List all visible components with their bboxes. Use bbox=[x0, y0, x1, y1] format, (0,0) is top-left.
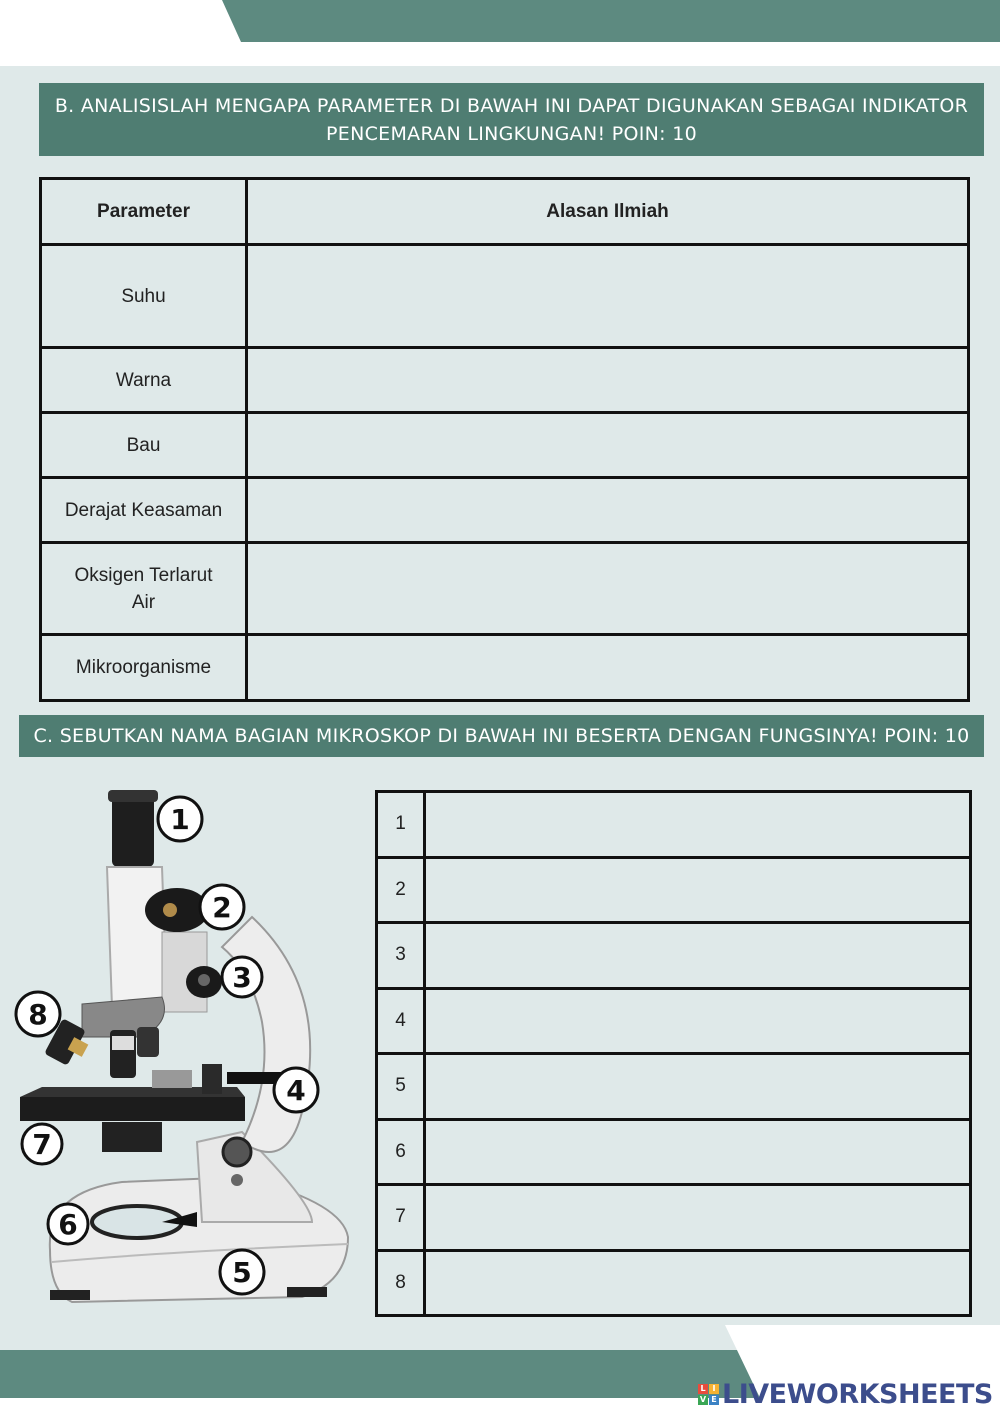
table-row bbox=[41, 413, 969, 478]
answer-input-cell[interactable] bbox=[247, 413, 969, 478]
part-number: 7 bbox=[377, 1185, 425, 1251]
part-number: 3 bbox=[377, 923, 425, 989]
part-answer-input[interactable] bbox=[425, 1054, 971, 1120]
table-row bbox=[41, 245, 969, 348]
table-row bbox=[377, 857, 971, 923]
label-2: 2 bbox=[212, 891, 232, 924]
part-number: 4 bbox=[377, 988, 425, 1054]
liveworksheets-mark-icon: L I V E bbox=[698, 1384, 719, 1405]
answer-input-cell[interactable] bbox=[247, 348, 969, 413]
section-b-title: B. ANALISISLAH MENGAPA PARAMETER DI BAWAH INI DAPAT DIGUNAKAN SEBAGAI INDIKATOR PENCEMARAN LINGKUNGAN! POIN: 10 bbox=[54, 94, 969, 145]
parameter-cell: Derajat Keasaman bbox=[41, 478, 247, 543]
microscope-parts-table bbox=[375, 790, 972, 1317]
answer-input-cell[interactable] bbox=[247, 635, 969, 701]
answer-input-cell[interactable] bbox=[247, 543, 969, 635]
label-8: 8 bbox=[28, 998, 48, 1031]
part-number: 1 bbox=[377, 792, 425, 858]
label-5: 5 bbox=[232, 1256, 252, 1289]
answer-input-cell[interactable] bbox=[247, 478, 969, 543]
part-answer-input[interactable] bbox=[425, 1185, 971, 1251]
parameter-cell: Suhu bbox=[41, 245, 247, 348]
parameter-cell: Bau bbox=[41, 413, 247, 478]
section-c-banner bbox=[19, 715, 984, 757]
table-row bbox=[41, 478, 969, 543]
parameter-cell: Mikroorganisme bbox=[41, 635, 247, 701]
parameter-cell: Oksigen Terlarut Air bbox=[41, 543, 247, 635]
table-header-row bbox=[41, 179, 969, 245]
part-answer-input[interactable] bbox=[425, 988, 971, 1054]
label-7: 7 bbox=[32, 1128, 52, 1161]
label-3: 3 bbox=[232, 961, 252, 994]
table-row bbox=[377, 1250, 971, 1316]
part-answer-input[interactable] bbox=[425, 792, 971, 858]
table-row bbox=[41, 635, 969, 701]
part-answer-input[interactable] bbox=[425, 923, 971, 989]
table-row bbox=[377, 923, 971, 989]
part-number: 5 bbox=[377, 1054, 425, 1120]
part-number: 8 bbox=[377, 1250, 425, 1316]
header-parameter: Parameter bbox=[41, 179, 247, 245]
label-1: 1 bbox=[170, 803, 190, 836]
part-number: 6 bbox=[377, 1119, 425, 1185]
parameter-cell: Warna bbox=[41, 348, 247, 413]
part-answer-input[interactable] bbox=[425, 857, 971, 923]
section-b-banner bbox=[39, 83, 984, 156]
table-row bbox=[377, 1119, 971, 1185]
part-answer-input[interactable] bbox=[425, 1250, 971, 1316]
answer-input-cell[interactable] bbox=[247, 245, 969, 348]
parameter-table bbox=[39, 177, 970, 702]
microscope-image bbox=[12, 782, 362, 1307]
part-answer-input[interactable] bbox=[425, 1119, 971, 1185]
label-4: 4 bbox=[286, 1074, 306, 1107]
table-row bbox=[41, 348, 969, 413]
header-alasan-ilmiah: Alasan Ilmiah bbox=[247, 179, 969, 245]
table-row bbox=[377, 1185, 971, 1251]
table-row bbox=[377, 1054, 971, 1120]
part-number: 2 bbox=[377, 857, 425, 923]
liveworksheets-logo[interactable] bbox=[698, 1376, 993, 1412]
label-6: 6 bbox=[58, 1208, 78, 1241]
table-row bbox=[377, 792, 971, 858]
liveworksheets-text: LIVEWORKSHEETS bbox=[722, 1378, 993, 1410]
section-c-title: C. SEBUTKAN NAMA BAGIAN MIKROSKOP DI BAWAH INI BESERTA DENGAN FUNGSINYA! POIN: 10 bbox=[33, 725, 970, 747]
table-row bbox=[41, 543, 969, 635]
table-row bbox=[377, 988, 971, 1054]
